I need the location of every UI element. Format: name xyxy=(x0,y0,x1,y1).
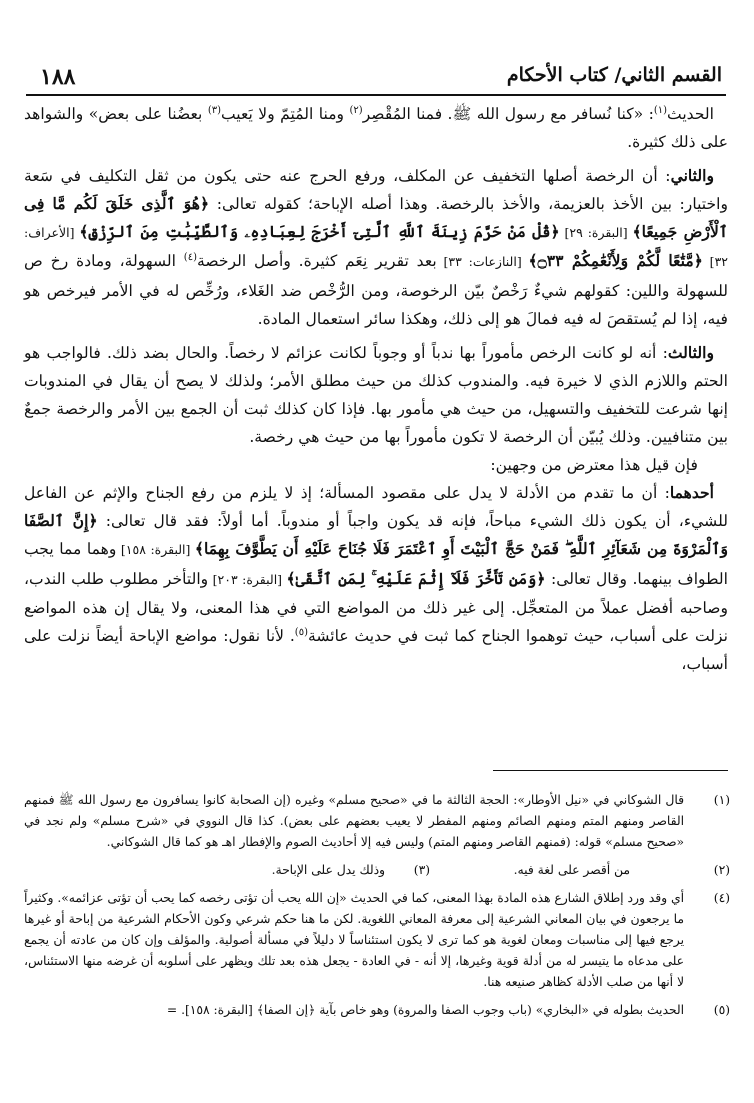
paragraph-run: ﴿مَّتَٰعًا لَّكُمْ وَلِأَنْعَٰمِكُمْ ۝٣٣﴾ xyxy=(528,251,703,271)
paragraph-run: ﴿إِنَّ ٱلصَّفَا وَٱلْمَرْوَةَ مِن شَعَآئِرِ ٱللَّهِ ۖ فَمَنْ حَجَّ ٱلْبَيْتَ أَوِ ٱعْتَمَرَ فَلَا جُنَاحَ عَلَيْهِ أَن يَطَّوَّفَ بِهِمَا﴾ xyxy=(24,511,728,559)
paragraph xyxy=(24,100,728,156)
paragraph-run: والثالث xyxy=(667,342,714,362)
footnote xyxy=(24,790,730,854)
footnote-number: (١) xyxy=(713,793,730,807)
paragraph-run: وهما مما يجب الطواف بينهما. وقال تعالى: xyxy=(24,540,728,588)
footnotes xyxy=(24,790,730,1027)
footnote-run: «شرح مسلم» xyxy=(92,814,169,829)
paragraph-run: ومنا المُتِمّ ولا يَعيب xyxy=(221,105,350,123)
page-number: ١٨٨ xyxy=(40,64,76,90)
paragraph-run: (٢) xyxy=(349,104,363,116)
main-text xyxy=(24,100,728,678)
paragraph-run: : أن الرخصة أصلها التخفيف عن المكلف، ورفع الحرج عنه حتى يكون من ثقل التكليف في سَعة واختيار: بين الأخذ بالعزيمة، والأخذ بالرخصة. وهذا أصله الإباحة؛ كقوله تعالى: xyxy=(24,167,728,214)
footnote-number: (٣) xyxy=(413,862,430,877)
footnote-run: : الحجة الثالثة ما في xyxy=(407,793,518,807)
paragraph-run: ﴿وَمَن تَأَخَّرَ فَلَآ إِثْمَ عَلَيْهِ ۚ لِمَنِ ٱتَّقَىٰ﴾ xyxy=(286,568,546,588)
header-rule xyxy=(26,94,726,96)
paragraph-run: والتأخر مطلوب طلب الندب، وصاحبه أفضل عملاً من المتعجِّل. إلى غير ذلك من المواضع التي في هذا المعنى، ولا يقال إن هذه المواضع نزلت على أسباب، حيث توهموا الجناح كما ثبت في حديث عائشة xyxy=(24,569,728,645)
paragraph-run: ﴿قُلْ مَنْ حَرَّمَ زِينَةَ ٱللَّهِ ٱلَّتِىٓ أَخْرَجَ لِعِبَادِهِۦ وَٱلطَّيِّبَٰتِ مِنَ ٱلرِّزْقِ﴾ xyxy=(79,222,560,242)
paragraph xyxy=(24,451,728,479)
footnote-number: (٥) xyxy=(713,1002,730,1017)
paragraph-run: (٥) xyxy=(294,626,308,638)
paragraph-run: بعد تقرير نِعَم كثيرة. وأصل الرخصة xyxy=(196,252,437,271)
footnote xyxy=(24,1000,730,1021)
paragraph xyxy=(24,162,728,333)
paragraph-run: الحديث xyxy=(667,105,715,123)
footnote-run: «صحيح مسلم» xyxy=(328,793,408,807)
footnote-run: أي وقد ورد إطلاق الشارع هذه المادة بهذا المعنى، كما في الحديث «إن الله يحب أن تؤتى رخصه كما يحب أن تؤتى عزائمه». وكثيراً ما يرجعون في بيان المعاني الشرعية إلى معرفة المعاني اللغوية. لكن ما هنا حكم شرعي وكون الأحكام الشرعية من إباحة أو غيرها يرجع فيها إلى مناسبات ومعان لغوية هو كما ترى لا يكون استئناساً لا دليلاً في مسألة أصولية. والمؤلف وإن كان من عادته أن يجمع على مدعاه ما يتيسر له من أدلة قوية وغيرها، إلا أنه - في العادة - يجعل هذه بعد تلك ويظهر على أسلوبه أن غرضه منها الاستئناس، لا أنها من صلب الأدلة كظاهر صنيعه هنا. xyxy=(24,890,684,990)
paragraph-run: أحدهما xyxy=(669,483,714,503)
footnote-run: وغيره (إن الصحابة كانوا يسافرون مع رسول الله ﷺ فمنهم القاصر ومنهم المتم ومنهم الصائم ومنهم المفطر لا يعيب بعضهم على بعض). كذا قال النووي في xyxy=(24,793,685,829)
paragraph-run: السهولة، ومادة رخ ص للسهولة واللين: كقولهم شيءٌ رَخْصٌ بيّن الرخوصة، ومن الرُّخْص ضد الغَلاء، ورُخِّص له في الأمر فيرخص هو فيه، إذا لم يُستقصَ له فيه فمالَ هو إلى ذلك، وهكذا سائر استعمال المادة. xyxy=(24,252,728,328)
paragraph-run: فإن قيل هذا معترض من وجهين: xyxy=(490,456,698,475)
paragraph-run: . لأنا نقول: مواضع الإباحة أيضاً نزلت على أسباب، xyxy=(24,626,728,673)
paragraph-run: (٣) xyxy=(207,104,221,116)
paragraph xyxy=(24,339,728,451)
running-head: القسم الثاني/ كتاب الأحكام xyxy=(506,64,722,86)
paragraph-run: والثاني xyxy=(670,166,714,186)
footnote-text: وذلك يدل على الإباحة. xyxy=(271,862,385,877)
paragraph-run: [البقرة: ٢٩] xyxy=(559,225,633,241)
footnote-run: ولم نجد في xyxy=(24,814,93,829)
paragraph-run: : أنه لو كانت الرخص مأموراً بها ندباً أو وجوباً لكانت عزائم لا رخصاً. والحال بضد ذلك. فالواجب هو الحتم واللازم الذي لا خيرة فيه. والمندوب كذلك من حيث مطلق الأمر؛ ولذلك لا يصح أن يقال في المندوبات إنها شرعت للتخفيف والتسهيل، من حيث هي مأمور بها. فإذا كان كذلك ثبت أن الجمع بين الأمر والرخصة جمعٌ بين متنافيين. وذلك يُبيّن أن الرخصة لا تكون مأموراً بها من حيث هي رخصة. xyxy=(24,343,728,447)
paragraph-run: : «كنا نُسافر مع رسول الله ﷺ. فمنا المُقْصِر xyxy=(362,105,654,123)
paragraph-run: (١) xyxy=(653,104,668,116)
paragraph xyxy=(24,479,728,678)
footnote-run: الحديث بطوله في xyxy=(588,1002,684,1017)
paragraph-run: ﴿هُوَ ٱلَّذِى خَلَقَ لَكُم مَّا فِى ٱلْأَرْضِ جَمِيعًا﴾ xyxy=(24,194,728,242)
paragraph-run: [البقرة: ٢٠٣] xyxy=(208,571,287,587)
paragraph-run: : أن ما تقدم من الأدلة لا يدل على مقصود المسألة؛ إذ لا يلزم من رفع الجناح والإثم عن الفاعل للشيء، أن يكون ذلك الشيء مباحاً، فإنه قد يكون واجباً أو مندوباً. أما أولاً: فقد قال تعالى: xyxy=(24,484,728,531)
footnote-run: قوله: (فمنهم القاصر ومنهم المتم) وليس فيه إلا أحاديث الصوم والإفطار اهـ هو كما قال الشوكاني. xyxy=(106,835,606,850)
paragraph-run: [الأعراف: ٣٢] xyxy=(24,225,728,270)
footnote-run: ﴿إن الصفا﴾ xyxy=(256,1002,316,1017)
paragraph-run: بعضُنا على بعض» والشواهد على ذلك كثيرة. xyxy=(24,105,728,152)
footnote-run: «صحيح مسلم» xyxy=(605,835,684,850)
footnote xyxy=(24,888,730,994)
paragraph-run: [النازعات: ٣٣] xyxy=(436,254,529,270)
footnote-number: (٢) xyxy=(713,862,730,877)
footnote-run: «نيل الأوطار» xyxy=(517,793,589,807)
footnote-run: [البقرة: ١٥٨]. = xyxy=(166,1002,257,1017)
paragraph-run: [البقرة: ١٥٨] xyxy=(116,542,195,558)
paragraph-run: (٤) xyxy=(183,252,197,264)
footnote-text: من أقصر على لغة فيه. xyxy=(513,862,630,877)
footnote-run: «البخاري» xyxy=(535,1002,589,1017)
footnote-number: (٤) xyxy=(713,890,730,905)
footnote-row xyxy=(24,860,730,882)
footnote-run: (باب وجوب الصفا والمروة) وهو خاص بآية xyxy=(315,1002,536,1017)
page-header xyxy=(26,62,726,92)
footnote-rule xyxy=(493,770,728,771)
footnote-run: قال الشوكاني في xyxy=(588,793,684,807)
